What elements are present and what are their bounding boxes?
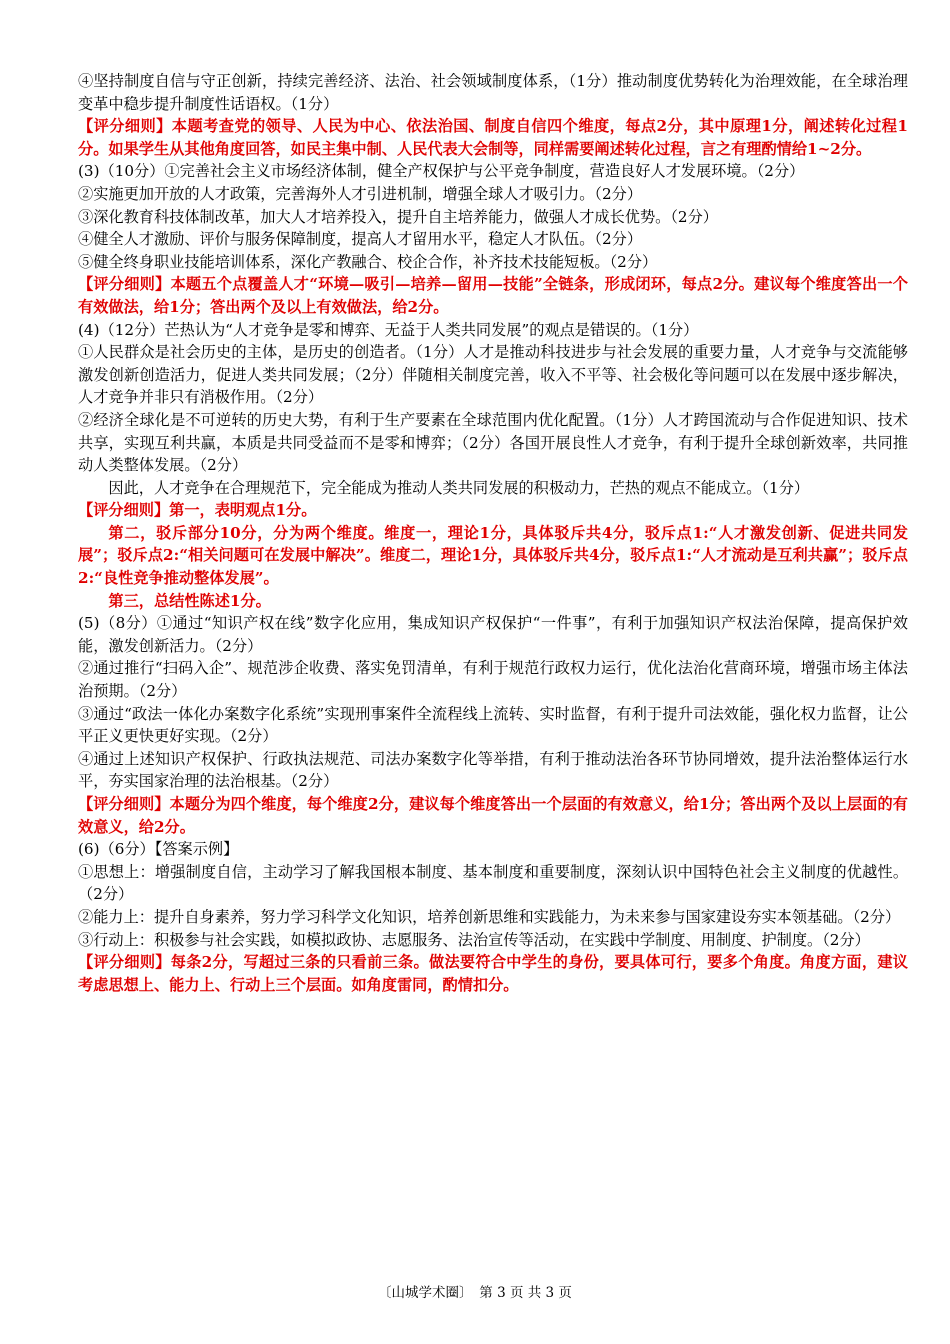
scoring-note-4c: 第三，总结性陈述1分。 <box>108 591 271 610</box>
paragraph-16: (5)（8分）①通过“知识产权在线”数字化应用，集成知识产权保护“一件事”，有利于加强知识产权法治保障，提高保护效能，激发创新活力。（2分） <box>78 614 908 655</box>
paragraph-24: ③行动上：积极参与社会实践，如模拟政协、志愿服务、法治宣传等活动，在实践中学制度、用制度、护制度。（2分） <box>78 930 870 949</box>
scoring-note-5: 【评分细则】本题分为四个维度，每个维度2分，建议每个维度答出一个层面的有效意义，给1分；答出两个及以上层面的有效意义，给2分。 <box>78 795 908 836</box>
document-body <box>78 70 908 996</box>
scoring-note-2: 【评分细则】本题考查党的领导、人民为中心、依法治国、制度自信四个维度，每点2分，其中原理1分，阐述转化过程1分。如果学生从其他角度回答，如民主集中制、人民代表大会制等，同样需要阐述转化过程，言之有理酌情给1~2分。 <box>78 117 908 158</box>
paragraph-11: ②经济全球化是不可逆转的历史大势，有利于生产要素在全球范围内优化配置。（1分）人才跨国流动与合作促进知识、技术共享，实现互利共赢，本质是共同受益而不是零和博弈；（2分）各国开展良性人才竞争，有利于提升全球创新效率，共同推动人类整体发展。（2分） <box>78 410 908 475</box>
paragraph-12: 因此，人才竞争在合理规范下，完全能成为推动人类共同发展的积极动力，芒热的观点不能成立。（1分） <box>108 478 810 497</box>
paragraph-17: ②通过推行“扫码入企”、规范涉企收费、落实免罚清单，有利于规范行政权力运行，优化法治化营商环境，增强市场主体法治预期。（2分） <box>78 659 908 701</box>
scoring-note-6: 【评分细则】每条2分，写超过三条的只看前三条。做法要符合中学生的身份，要具体可行，要多个角度。角度方面，建议考虑思想上、能力上、行动上三个层面。如角度雷同，酌情扣分。 <box>78 953 908 994</box>
paragraph-3: (3)（10分）①完善社会主义市场经济体制，健全产权保护与公平竞争制度，营造良好人才发展环境。（2分） <box>78 162 805 181</box>
paragraph-10: ①人民群众是社会历史的主体，是历史的创造者。（1分）人才是推动科技进步与社会发展的重要力量，人才竞争与交流能够激发创新创造活力，促进人类共同发展；（2分）伴随相关制度完善，收入不平等、社会极化等问题可以在发展中逐步解决，人才竞争并非只有消极作用。（2分） <box>78 343 908 407</box>
paragraph-6: ④健全人才激励、评价与服务保障制度，提高人才留用水平，稳定人才队伍。（2分） <box>78 230 643 249</box>
paragraph-5: ③深化教育科技体制改革，加大人才培养投入，提升自主培养能力，做强人才成长优势。（2分） <box>78 207 718 226</box>
paragraph-4: ②实施更加开放的人才政策，完善海外人才引进机制，增强全球人才吸引力。（2分） <box>78 184 643 203</box>
paragraph-1: ④坚持制度自信与守正创新，持续完善经济、法治、社会领域制度体系，（1分）推动制度优势转化为治理效能，在全球治理变革中稳步提升制度性话语权。（1分） <box>78 72 908 113</box>
scoring-note-4a: 【评分细则】第一，表明观点1分。 <box>78 501 317 520</box>
scoring-note-4b: 第二，驳斥部分10分，分为两个维度。维度一，理论1分，具体驳斥共4分，驳斥点1:“人才激发创新、促进共同发展”；驳斥点2:“相关问题可在发展中解决”。维度二，理论1分，具体驳斥共4分，驳斥点1:“人才流动是互利共赢”；驳斥点2:“良性竞争推动整体发展”。 <box>78 523 908 588</box>
paragraph-7: ⑤健全终身职业技能培训体系，深化产教融合、校企合作，补齐技术技能短板。（2分） <box>78 252 658 271</box>
scoring-note-3: 【评分细则】本题五个点覆盖人才“环境—吸引—培养—留用—技能”全链条，形成闭环，每点2分。建议每个维度答出一个有效做法，给1分；答出两个及以上有效做法，给2分。 <box>78 275 908 316</box>
paragraph-19: ④通过上述知识产权保护、行政执法规范、司法办案数字化等举措，有利于推动法治各环节协同增效，提升法治整体运行水平，夯实国家治理的法治根基。（2分） <box>78 749 908 791</box>
paragraph-18: ③通过“政法一体化办案数字化系统”实现刑事案件全流程线上流转、实时监督，有利于提升司法效能，强化权力监督，让公平正义更快更好实现。（2分） <box>78 704 908 746</box>
paragraph-23: ②能力上：提升自身素养，努力学习科学文化知识，培养创新思维和实践能力，为未来参与国家建设夯实本领基础。（2分） <box>78 907 901 926</box>
paragraph-21: (6)（6分）【答案示例】 <box>78 840 239 859</box>
page-footer: 〔山城学术圈〕 第 3 页 共 3 页 <box>378 1285 572 1301</box>
paragraph-22: ①思想上：增强制度自信，主动学习了解我国根本制度、基本制度和重要制度，深刻认识中国特色社会主义制度的优越性。（2分） <box>78 862 908 904</box>
paragraph-9: (4)（12分）芒热认为“人才竞争是零和博弈、无益于人类共同发展”的观点是错误的。（1分） <box>78 320 699 339</box>
